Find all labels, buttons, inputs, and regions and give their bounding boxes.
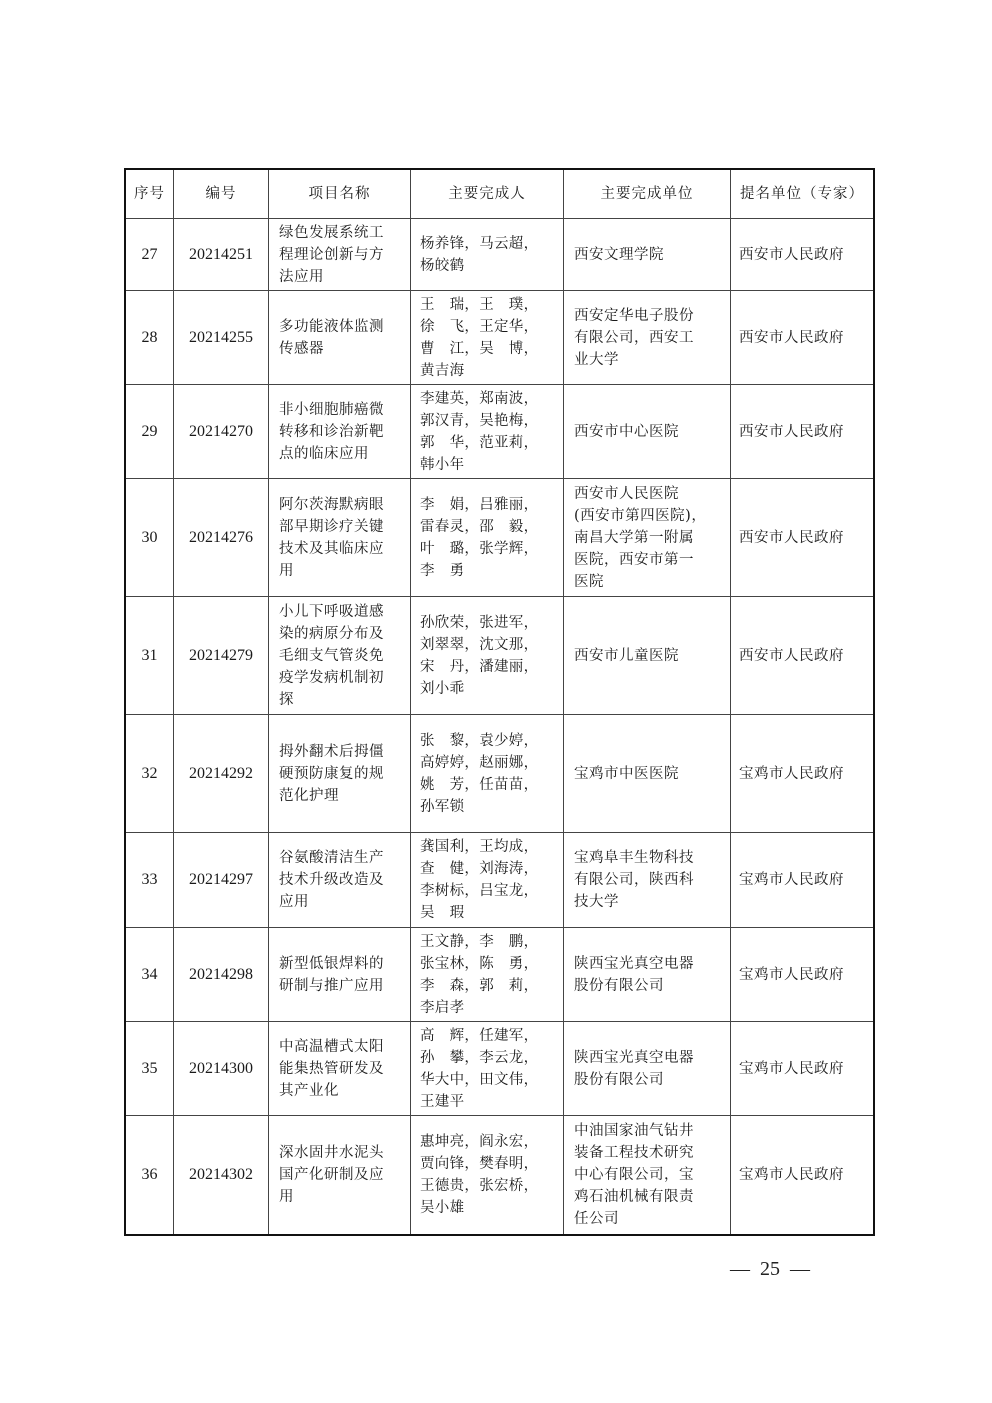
- cell-main-people-line: 韩小年: [420, 456, 465, 473]
- cell-main-people-line: 杨皎鹤: [420, 257, 465, 274]
- cell-main-unit-line: 陕西宝光真空电器: [574, 955, 694, 972]
- cell-project-name: [269, 219, 411, 291]
- cell-project-name-line: 传感器: [279, 340, 324, 357]
- cell-main-people-line: 张宝林，陈 勇，: [420, 955, 539, 972]
- cell-code: 20214255: [174, 291, 269, 385]
- cell-main-people: [411, 479, 564, 597]
- header-main-unit: 主要完成单位: [564, 169, 731, 219]
- cell-project-name-line: 非小细胞肺癌微: [279, 401, 384, 418]
- cell-project-name: [269, 479, 411, 597]
- cell-project-name: [269, 1116, 411, 1235]
- cell-main-unit-line: 西安文理学院: [574, 246, 664, 263]
- cell-seq: 36: [125, 1116, 174, 1235]
- cell-project-name-line: 绿色发展系统工: [279, 224, 384, 241]
- table-row: [125, 833, 874, 928]
- cell-project-name-line: 染的病原分布及: [279, 625, 384, 642]
- cell-main-people-line: 王德贵，张宏桥，: [420, 1177, 539, 1194]
- cell-project-name: [269, 833, 411, 928]
- cell-seq: 31: [125, 597, 174, 715]
- cell-nominator: 西安市人民政府: [731, 597, 875, 715]
- table-row: [125, 597, 874, 715]
- table-row: [125, 385, 874, 479]
- cell-main-unit-line: 宝鸡市中医医院: [574, 765, 679, 782]
- cell-main-people-line: 雷春灵，邵 毅，: [420, 518, 539, 535]
- cell-main-unit: [564, 833, 731, 928]
- cell-main-people-line: 李 娟，吕雅丽，: [420, 496, 539, 513]
- cell-main-unit-line: 中心有限公司，宝: [574, 1166, 694, 1183]
- cell-nominator: 宝鸡市人民政府: [731, 1022, 875, 1116]
- cell-code: 20214300: [174, 1022, 269, 1116]
- cell-seq: 33: [125, 833, 174, 928]
- cell-main-people-line: 孙 攀，李云龙，: [420, 1049, 539, 1066]
- cell-main-unit-line: 有限公司，西安工: [574, 329, 694, 346]
- cell-main-unit-line: 医院: [574, 573, 604, 590]
- cell-project-name-line: 深水固井水泥头: [279, 1144, 384, 1161]
- cell-main-unit-line: 南昌大学第一附属: [574, 529, 694, 546]
- cell-code: 20214276: [174, 479, 269, 597]
- cell-project-name-line: 中高温槽式太阳: [279, 1038, 384, 1055]
- cell-main-unit-line: 西安市儿童医院: [574, 647, 679, 664]
- cell-main-people-line: 姚 芳，任苗苗，: [420, 776, 539, 793]
- cell-main-unit-line: 医院，西安市第一: [574, 551, 694, 568]
- cell-project-name-line: 谷氨酸清洁生产: [279, 850, 384, 866]
- cell-main-unit-line: 任公司: [574, 1210, 619, 1227]
- cell-main-unit: [564, 1116, 731, 1235]
- cell-main-people-line: 徐 飞，王定华，: [420, 318, 539, 335]
- cell-main-people-line: 查 健，刘海涛，: [420, 861, 539, 877]
- table-header-row: [125, 169, 874, 219]
- cell-code: 20214298: [174, 928, 269, 1022]
- cell-main-unit-line: 中油国家油气钻井: [574, 1122, 694, 1139]
- cell-main-people-line: 王 瑞，王 璞，: [420, 296, 539, 313]
- cell-nominator: 宝鸡市人民政府: [731, 833, 875, 928]
- cell-main-people-line: 刘小乖: [420, 680, 465, 697]
- cell-main-unit-line: 有限公司，陕西科: [574, 872, 694, 888]
- cell-project-name-line: 用: [279, 1188, 294, 1205]
- cell-main-people-line: 王建平: [420, 1093, 465, 1110]
- table-row: [125, 291, 874, 385]
- cell-main-people-line: 杨养锋，马云超，: [420, 235, 539, 252]
- cell-main-unit-line: (西安市第四医院)，: [574, 507, 707, 524]
- cell-code: 20214279: [174, 597, 269, 715]
- cell-main-people-line: 李 森，郭 莉，: [420, 977, 539, 994]
- cell-project-name-line: 阿尔茨海默病眼: [279, 496, 384, 513]
- cell-project-name-line: 用: [279, 562, 294, 579]
- cell-main-people-line: 曹 江，吴 博，: [420, 340, 539, 357]
- cell-project-name-line: 点的临床应用: [279, 445, 369, 462]
- cell-main-unit-line: 业大学: [574, 351, 619, 368]
- cell-project-name-line: 国产化研制及应: [279, 1166, 384, 1183]
- header-nominator: 提名单位（专家）: [731, 169, 875, 219]
- cell-main-people-line: 李树标，吕宝龙，: [420, 883, 539, 899]
- cell-project-name-line: 探: [279, 691, 294, 708]
- cell-main-people-line: 叶 璐，张学辉，: [420, 540, 539, 557]
- cell-main-people-line: 李启孝: [420, 999, 465, 1016]
- cell-main-people: [411, 1022, 564, 1116]
- cell-main-unit-line: 西安定华电子股份: [574, 307, 694, 324]
- cell-main-people-line: 贾向锋，樊春明，: [420, 1155, 539, 1172]
- cell-project-name-line: 拇外翻术后拇僵: [279, 743, 384, 760]
- cell-seq: 34: [125, 928, 174, 1022]
- cell-project-name: [269, 385, 411, 479]
- cell-main-people-line: 惠坤亮，阎永宏，: [420, 1133, 539, 1150]
- header-main-people: 主要完成人: [411, 169, 564, 219]
- cell-project-name-line: 技术升级改造及: [279, 872, 384, 888]
- cell-main-people: [411, 385, 564, 479]
- cell-main-unit-line: 陕西宝光真空电器: [574, 1049, 694, 1066]
- cell-main-people-line: 高婷婷，赵丽娜，: [420, 754, 539, 771]
- cell-project-name-line: 部早期诊疗关键: [279, 518, 384, 535]
- cell-main-unit-line: 西安市中心医院: [574, 423, 679, 440]
- table-row: [125, 715, 874, 833]
- cell-main-people-line: 郭汉青，吴艳梅，: [420, 412, 539, 429]
- cell-main-people-line: 孙欣荣，张进军，: [420, 614, 539, 631]
- cell-main-people: [411, 291, 564, 385]
- cell-nominator: 西安市人民政府: [731, 479, 875, 597]
- cell-main-unit: [564, 1022, 731, 1116]
- cell-main-unit-line: 股份有限公司: [574, 1071, 664, 1088]
- cell-project-name-line: 毛细支气管炎免: [279, 647, 384, 664]
- table-row: [125, 928, 874, 1022]
- cell-main-people: [411, 715, 564, 833]
- cell-project-name: [269, 597, 411, 715]
- table-row: [125, 219, 874, 291]
- cell-code: 20214302: [174, 1116, 269, 1235]
- cell-main-unit: [564, 597, 731, 715]
- cell-main-unit: [564, 291, 731, 385]
- cell-main-unit: [564, 479, 731, 597]
- cell-main-unit-line: 技大学: [574, 894, 619, 910]
- cell-nominator: 西安市人民政府: [731, 219, 875, 291]
- cell-main-people-line: 黄吉海: [420, 362, 465, 379]
- cell-seq: 27: [125, 219, 174, 291]
- cell-main-people: [411, 928, 564, 1022]
- header-seq: 序号: [125, 169, 174, 219]
- cell-project-name-line: 法应用: [279, 268, 324, 285]
- cell-seq: 32: [125, 715, 174, 833]
- cell-main-unit-line: 宝鸡阜丰生物科技: [574, 850, 694, 866]
- cell-main-people-line: 高 辉，任建军，: [420, 1027, 539, 1044]
- cell-main-people: [411, 597, 564, 715]
- cell-seq: 30: [125, 479, 174, 597]
- awards-table: [124, 168, 875, 1236]
- cell-code: 20214292: [174, 715, 269, 833]
- table-row: [125, 1022, 874, 1116]
- cell-project-name-line: 范化护理: [279, 787, 339, 804]
- cell-project-name-line: 疫学发病机制初: [279, 669, 384, 686]
- cell-main-unit-line: 西安市人民医院: [574, 485, 679, 502]
- cell-nominator: 宝鸡市人民政府: [731, 1116, 875, 1235]
- cell-main-people-line: 王文静，李 鹏，: [420, 933, 539, 950]
- cell-project-name-line: 技术及其临床应: [279, 540, 384, 557]
- cell-main-people: [411, 833, 564, 928]
- cell-nominator: 西安市人民政府: [731, 291, 875, 385]
- cell-main-unit: [564, 385, 731, 479]
- cell-main-people-line: 郭 华，范亚莉，: [420, 434, 539, 451]
- cell-main-people-line: 华大中，田文伟，: [420, 1071, 539, 1088]
- cell-project-name-line: 多功能液体监测: [279, 318, 384, 335]
- cell-seq: 35: [125, 1022, 174, 1116]
- cell-code: 20214251: [174, 219, 269, 291]
- cell-main-people-line: 吴 瑕: [420, 905, 465, 921]
- cell-project-name: [269, 715, 411, 833]
- header-code: 编号: [174, 169, 269, 219]
- cell-project-name-line: 程理论创新与方: [279, 246, 384, 263]
- header-project-name: 项目名称: [269, 169, 411, 219]
- cell-main-unit: [564, 219, 731, 291]
- cell-seq: 29: [125, 385, 174, 479]
- cell-project-name-line: 研制与推广应用: [279, 977, 384, 994]
- cell-main-people-line: 张 黎，袁少婷，: [420, 732, 539, 749]
- cell-project-name-line: 硬预防康复的规: [279, 765, 384, 782]
- cell-main-unit: [564, 715, 731, 833]
- cell-main-people-line: 刘翠翠，沈文那，: [420, 636, 539, 653]
- cell-main-people: [411, 219, 564, 291]
- table-body: [125, 219, 874, 1235]
- cell-main-people-line: 孙军锁: [420, 798, 465, 815]
- cell-project-name-line: 新型低银焊料的: [279, 955, 384, 972]
- cell-main-people-line: 李建英，郑南波，: [420, 390, 539, 407]
- cell-main-people-line: 龚国利，王均成，: [420, 839, 539, 855]
- table-row: [125, 1116, 874, 1235]
- cell-project-name-line: 应用: [279, 894, 309, 910]
- cell-main-people: [411, 1116, 564, 1235]
- cell-project-name-line: 其产业化: [279, 1082, 339, 1099]
- cell-project-name: [269, 928, 411, 1022]
- cell-nominator: 西安市人民政府: [731, 385, 875, 479]
- cell-code: 20214297: [174, 833, 269, 928]
- cell-main-unit-line: 装备工程技术研究: [574, 1144, 694, 1161]
- cell-project-name: [269, 1022, 411, 1116]
- cell-main-unit-line: 鸡石油机械有限责: [574, 1188, 694, 1205]
- cell-project-name-line: 能集热管研发及: [279, 1060, 384, 1077]
- cell-main-unit: [564, 928, 731, 1022]
- cell-code: 20214270: [174, 385, 269, 479]
- cell-main-people-line: 吴小雄: [420, 1199, 465, 1216]
- cell-nominator: 宝鸡市人民政府: [731, 928, 875, 1022]
- cell-seq: 28: [125, 291, 174, 385]
- cell-project-name-line: 转移和诊治新靶: [279, 423, 384, 440]
- page-number: — 25 —: [730, 1258, 810, 1280]
- cell-project-name: [269, 291, 411, 385]
- cell-nominator: 宝鸡市人民政府: [731, 715, 875, 833]
- table-row: [125, 479, 874, 597]
- cell-main-unit-line: 股份有限公司: [574, 977, 664, 994]
- cell-main-people-line: 宋 丹，潘建丽，: [420, 658, 539, 675]
- cell-main-people-line: 李 勇: [420, 562, 465, 579]
- cell-project-name-line: 小儿下呼吸道感: [279, 603, 384, 620]
